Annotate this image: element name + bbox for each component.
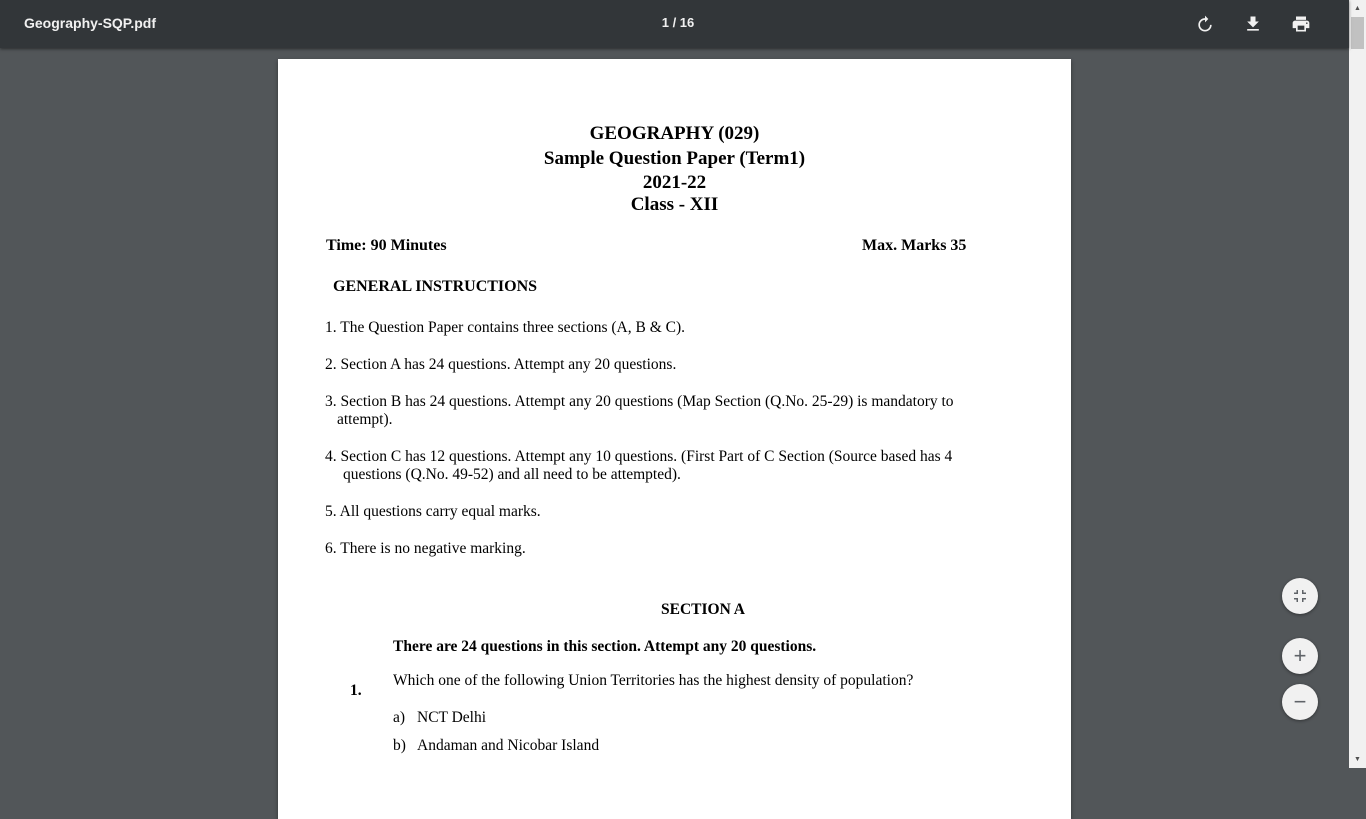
- instruction-item: 2. Section A has 24 questions. Attempt any 20 questions.: [325, 356, 677, 373]
- option-label: b): [393, 737, 406, 754]
- page-indicator[interactable]: 1 / 16: [661, 15, 695, 30]
- heading-class: Class - XII: [630, 194, 719, 215]
- scroll-up-arrow-icon[interactable]: ▲: [1354, 5, 1361, 12]
- vertical-scrollbar[interactable]: [1349, 0, 1366, 768]
- zoom-in-button[interactable]: +: [1282, 638, 1318, 674]
- scroll-thumb[interactable]: [1351, 17, 1364, 49]
- download-button[interactable]: [1237, 8, 1269, 40]
- heading-paper: Sample Question Paper (Term1): [543, 148, 806, 169]
- scroll-down-arrow-icon[interactable]: ▼: [1354, 756, 1361, 763]
- question-number: 1.: [350, 682, 362, 699]
- instruction-item: 1. The Question Paper contains three sections (A, B & C).: [325, 319, 686, 336]
- instruction-item: 4. Section C has 12 questions. Attempt any 10 questions. (First Part of C Section (Source based has 4: [325, 448, 953, 465]
- instruction-item: 6. There is no negative marking.: [325, 540, 526, 557]
- fit-to-page-button[interactable]: [1282, 578, 1318, 614]
- pdf-page: [278, 59, 1071, 819]
- time-label: Time: 90 Minutes: [326, 237, 447, 254]
- option-text: NCT Delhi: [417, 709, 487, 726]
- instruction-item-continued: attempt).: [337, 411, 393, 428]
- instruction-item-continued: questions (Q.No. 49-52) and all need to be attempted).: [343, 466, 681, 483]
- instructions-title: GENERAL INSTRUCTIONS: [333, 278, 538, 295]
- pdf-toolbar: [0, 0, 1349, 48]
- heading-year: 2021-22: [642, 172, 707, 193]
- option-text: Andaman and Nicobar Island: [417, 737, 600, 754]
- section-title: SECTION A: [661, 601, 745, 618]
- heading-subject: GEOGRAPHY (029): [589, 123, 760, 144]
- option-label: a): [393, 709, 406, 726]
- zoom-out-button[interactable]: −: [1282, 684, 1318, 720]
- question-text: Which one of the following Union Territories has the highest density of population?: [393, 672, 914, 689]
- rotate-icon: [1195, 14, 1215, 34]
- fit-to-page-icon: [1292, 588, 1308, 604]
- section-note: There are 24 questions in this section. Attempt any 20 questions.: [393, 638, 817, 655]
- instruction-item: 3. Section B has 24 questions. Attempt any 20 questions (Map Section (Q.No. 25-29) is mandatory to: [325, 393, 954, 410]
- download-icon: [1243, 14, 1263, 34]
- instruction-item: 5. All questions carry equal marks.: [325, 503, 541, 520]
- rotate-button[interactable]: [1189, 8, 1221, 40]
- print-icon: [1291, 14, 1311, 34]
- max-marks-label: Max. Marks 35: [862, 237, 967, 254]
- print-button[interactable]: [1285, 8, 1317, 40]
- document-title: Geography-SQP.pdf: [24, 15, 156, 31]
